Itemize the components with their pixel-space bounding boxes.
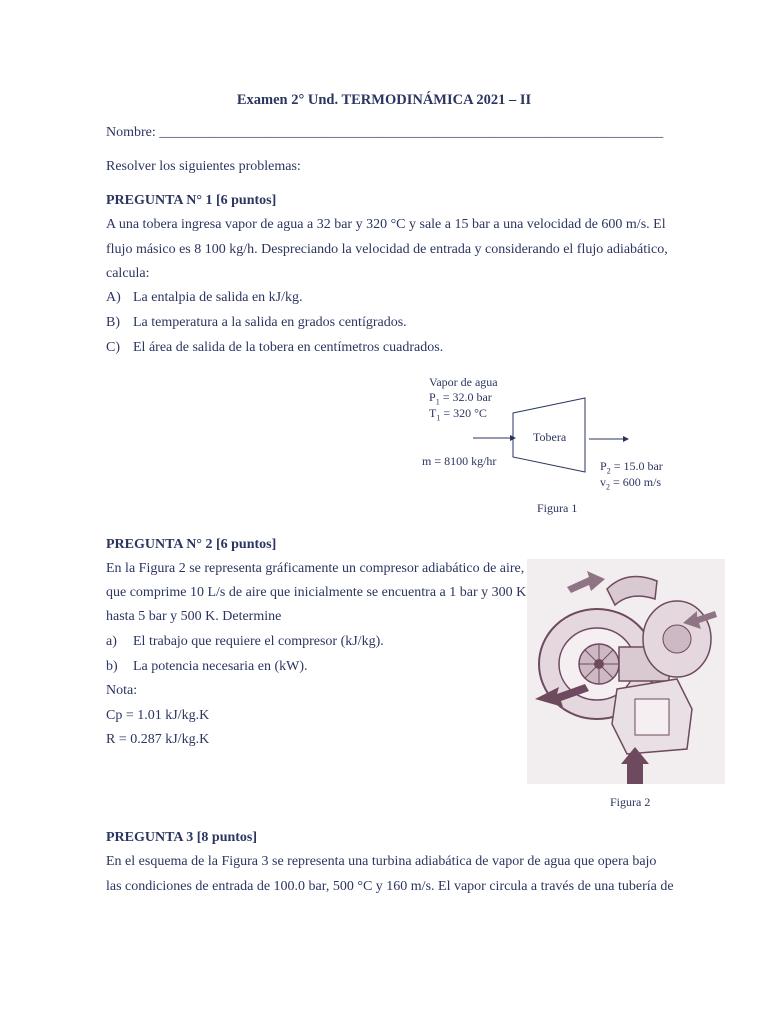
impeller-hub (594, 659, 604, 669)
note-label: Nota: (106, 683, 138, 698)
option-letter: b) (106, 659, 118, 674)
mass-flow-label: m = 8100 kg/hr (422, 454, 497, 468)
cp-value: Cp = 1.01 kJ/kg.K (106, 708, 210, 723)
q3-heading: PREGUNTA 3 [8 puntos] (106, 830, 258, 845)
q1-option-a (106, 289, 303, 307)
option-text: La potencia necesaria en (kW). (133, 659, 308, 674)
q2-text-line: hasta 5 bar y 500 K. Determine (106, 609, 282, 624)
inlet-title: Vapor de agua (429, 375, 498, 389)
turbine-wheel (663, 625, 691, 653)
name-field-label: Nombre: ________________________________________________________________________ (106, 125, 664, 140)
outlet-pressure: $P_2 = 15.0$ bar (600, 459, 663, 476)
inlet-pressure: $P_1 = 32.0$ bar (429, 390, 492, 407)
q3-text-line: las condiciones de entrada de 100.0 bar, 500 °C y 160 m/s. El vapor circula a través de una tubería de (106, 879, 674, 894)
option-letter: A) (106, 290, 121, 305)
figure-1-caption: Figura 1 (537, 501, 578, 515)
inlet-duct (607, 577, 657, 606)
base-port (635, 699, 669, 735)
option-text: El área de salida de la tobera en centímetros cuadrados. (133, 340, 444, 355)
q2-option-a (106, 633, 384, 651)
r-value: R = 0.287 kJ/kg.K (106, 732, 210, 747)
q1-text-line: flujo másico es 8 100 kg/h. Despreciando la velocidad de entrada y considerando el flujo adiabático, (106, 242, 668, 257)
exam-title: Examen 2° Und. TERMODINÁMICA 2021 – II (236, 92, 532, 108)
outlet-arrowhead (623, 436, 629, 442)
q2-option-b (106, 658, 308, 676)
instruction-text: Resolver los siguientes problemas: (106, 159, 301, 174)
option-letter: B) (106, 315, 120, 330)
inlet-temperature: $T_1 = 320$ °C (429, 406, 487, 423)
outlet-velocity: $v_2 = 600$ m/s (600, 475, 662, 492)
option-letter: a) (106, 634, 117, 649)
q2-heading: PREGUNTA N° 2 [6 puntos] (106, 537, 277, 552)
option-text: La entalpia de salida en kJ/kg. (133, 290, 303, 305)
figure-2-caption: Figura 2 (610, 795, 651, 809)
q2-text-line: En la Figura 2 se representa gráficamente un compresor adiabático de aire, (106, 561, 525, 576)
top-left-arrow (567, 571, 605, 593)
option-letter: C) (106, 340, 120, 355)
q3-text-line: En el esquema de la Figura 3 se representa una turbina adiabática de vapor de agua que opera bajo (106, 854, 657, 869)
option-text: El trabajo que requiere el compresor (kJ/kg). (133, 634, 384, 649)
q1-option-c (106, 339, 443, 357)
nozzle-label: Tobera (533, 430, 567, 444)
q1-option-b (106, 314, 407, 332)
compressor-illustration (527, 559, 725, 784)
q2-text-line: que comprime 10 L/s de aire que inicialmente se encuentra a 1 bar y 300 K (106, 585, 527, 600)
option-text: La temperatura a la salida en grados centígrados. (133, 315, 407, 330)
q1-heading: PREGUNTA N° 1 [6 puntos] (106, 193, 277, 208)
q1-text-line: A una tobera ingresa vapor de agua a 32 bar y 320 °C y sale a 15 bar a una velocidad de 600 m/s. El (106, 217, 666, 232)
q1-text-line: calcula: (106, 266, 150, 281)
